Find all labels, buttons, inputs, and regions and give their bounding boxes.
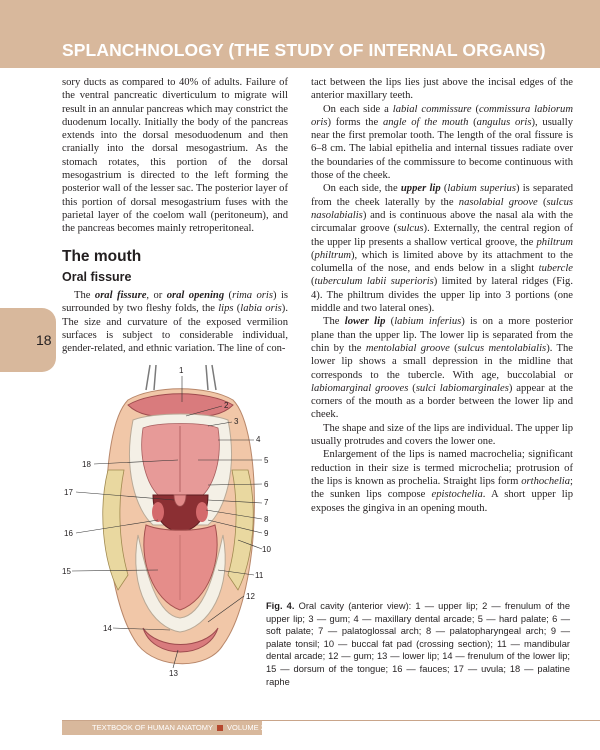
page-number: 18 (36, 332, 52, 348)
figure-label: 13 (169, 669, 178, 678)
paragraph-upper-lip: On each side, the upper lip (labium superius) is separated from the cheek laterally by the nasolabial groove (sulcus nasolabialis) and is continuous above the nasal ala with the circumalar groove (sulcus). Externally, the central region of the upper lip presents a shallow vertical groove, the philtrum (philtrum), which is limited above by its attachment to the columella of the nose, and ends below in a slight tubercle (tuberculum labii superioris) limited by lateral ridges (Fig. 4). The philtrum divides the upper lip into 3 portions (one middle and two lateral ones). (311, 183, 574, 315)
figure-caption (266, 600, 570, 688)
paragraph-labial-commissure: On each side a labial commissure (commissura labiorum oris) forms the angle of the mouth (angulus oris), usually near the first premolar tooth. The length of the oral fissure is 6–8 cm. The labial epithelia and internal tissues radiate over the boundaries of the commissure to become continuous with those of the cheek. (311, 103, 573, 182)
figure-label: 4 (256, 435, 261, 444)
paragraph: sory ducts as compared to 40% of adults. Failure of the ventral pancreatic diverticulum to migrate will result in an annular pancreas which may constrict the duodenum locally. Initially the body of the pancreas extends into the dorsal mesoduodenum and then cranially into the dorsal mesogastrium. As the stomach rotates, this portion of the dorsal mesogastrium is directed to the left forming the posterior wall of the lesser sac. The posterior layer of this portion of dorsal mesogastrium fuses with the parietal layer of the coelom wall (peritoneum), and the pancreas becomes mainly retroperitoneal. (62, 77, 288, 235)
figure-label: 7 (264, 498, 269, 507)
paragraph-lip-enlargement: Enlargement of the lips is named macrochelia; significant reduction in their size is termed microchelia; protrusion of the lips is known as prochelia. Straight lips form orthochelia; the sunken lips compose epistochelia. A short upper lip exposes the gingiva in an opening mouth. (311, 449, 573, 514)
figure-label: 8 (264, 515, 269, 524)
figure-label: 1 (179, 366, 184, 375)
paragraph-oral-fissure: The oral fissure, or oral opening (rima oris) is surrounded by two fleshy folds, the lips (labia oris). The size and curvature of the exposed vermilion surfaces is subject to considerable individual, gender-related, and ethnic variation. The line of con- (62, 290, 289, 355)
figure-label: 6 (264, 480, 269, 489)
figure-label: 12 (246, 592, 255, 601)
footer-volume: VOLUME 2 (227, 723, 265, 732)
subsection-heading-oral-fissure: Oral fissure (62, 269, 132, 284)
caption-text: Oral cavity (anterior view): 1 — upper lip; 2 — frenulum of the upper lip; 3 — gum; 4 — maxillary dental arcade; 5 — hard palate; 6 — soft palate; 7 — palatoglossal arch; 8 — palatopharyngeal arch; 9 — palate tonsil; 10 — buccal fat pad (crossing section); 11 — mandibular dental arcade; 12 — gum; 13 — lower lip; 14 — frenulum of the lower lip; 15 — dorsum of the tongue; 16 — fauces; 17 — uvula; 18 — palatine raphe (266, 601, 570, 687)
figure-label: 2 (224, 401, 229, 410)
figure-label: 9 (264, 529, 269, 538)
right-column (311, 76, 573, 515)
palatine-tonsil (152, 502, 164, 522)
figure-label: 17 (64, 488, 73, 497)
paragraph-lower-lip: The lower lip (labium inferius) is on a more posterior plane than the upper lip. The lower lip is separated from the chin by the mentolabial groove (sulcus mentolabialis). The lower lip shows a small depression in the midline that corresponds to the tubercle. With age, buccolabial or labiomarginal grooves (sulci labiomarginales) appear at the corners of the mouth as a border between the lower lip and cheek. (311, 316, 574, 421)
figure-label: 5 (264, 456, 269, 465)
figure-label: 3 (234, 417, 239, 426)
chapter-title: SPLANCHNOLOGY (THE STUDY OF INTERNAL ORGANS) (62, 40, 546, 60)
section-heading-mouth: The mouth (62, 247, 142, 265)
caption-label: Fig. 4. (266, 601, 295, 611)
figure-label: 10 (262, 545, 271, 554)
figure-label: 18 (82, 460, 91, 469)
footer-separator-square (217, 725, 223, 731)
paragraph-lip-shape: The shape and size of the lips are individual. The upper lip usually protrudes and covers the lower one. (311, 422, 573, 448)
figure-label: 16 (64, 529, 73, 538)
figure-label: 15 (62, 567, 71, 576)
palatine-tonsil (196, 502, 208, 522)
figure-label: 14 (103, 624, 112, 633)
left-column (62, 76, 288, 356)
retractor (146, 365, 156, 390)
figure-label: 11 (255, 571, 264, 580)
paragraph: tact between the lips lies just above the incisal edges of the anterior maxillary teeth. (311, 77, 573, 102)
footer-book-title: TEXTBOOK OF HUMAN ANATOMY (92, 723, 213, 732)
footer (92, 723, 265, 732)
retractor (206, 365, 216, 390)
oral-cavity-illustration (58, 360, 280, 678)
